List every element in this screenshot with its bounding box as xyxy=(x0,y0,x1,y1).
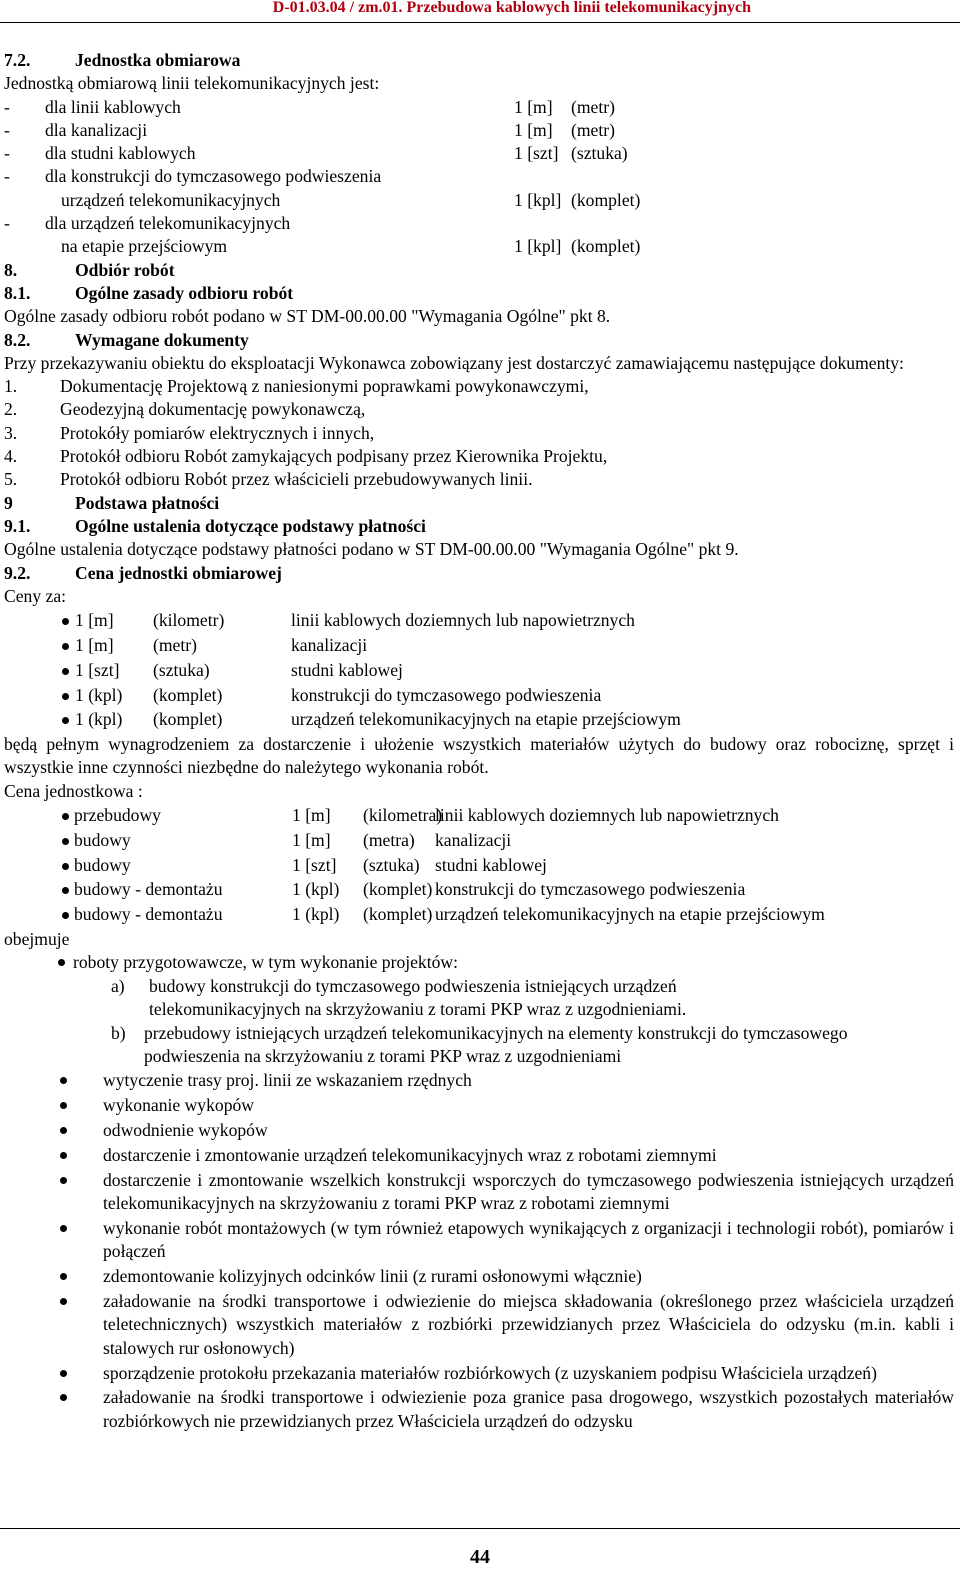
price-unit: (komplet) xyxy=(153,709,223,730)
section-9-1-text: Ogólne ustalenia dotyczące podstawy płatności podano w ST DM-00.00.00 "Wymagania Ogólne" pkt 9. xyxy=(4,539,739,560)
unit-price-description: konstrukcji do tymczasowego podwieszenia xyxy=(435,879,746,900)
unit-item-label: dla urządzeń telekomunikacyjnych xyxy=(45,213,291,234)
price-quantity: 1 [szt] xyxy=(75,659,120,680)
unit-quantity: 1 [kpl] xyxy=(514,236,562,257)
unit-price-name: budowy - demontażu xyxy=(74,904,223,925)
list-dash: - xyxy=(4,213,10,234)
unit-price-item xyxy=(4,804,954,829)
price-description: linii kablowych doziemnych lub napowietrznych xyxy=(291,610,635,631)
unit-name: (sztuka) xyxy=(571,143,628,164)
work-item-text: zdemontowanie kolizyjnych odcinków linii (z rurami osłonowymi włącznie) xyxy=(103,1266,642,1287)
document-header: D-01.03.04 / zm.01. Przebudowa kablowych linii telekomunikacyjnych xyxy=(272,0,751,16)
unit-item-label-cont: urządzeń telekomunikacyjnych xyxy=(61,189,281,210)
section-title: Wymagane dokumenty xyxy=(75,329,249,350)
unit-price-quantity: 1 (kpl) xyxy=(292,904,340,925)
unit-price-item xyxy=(4,854,954,879)
unit-price-name: budowy xyxy=(74,829,131,850)
section-number: 9.2. xyxy=(4,562,31,583)
section-8-2-text: Przy przekazywaniu obiektu do eksploatacji Wykonawca zobowiązany jest dostarczyć zamawiającemu następujące dokumenty: xyxy=(4,352,904,373)
unit-item xyxy=(4,212,954,235)
bullet-icon xyxy=(60,1394,67,1401)
section-8-1-text: Ogólne zasady odbioru robót podano w ST DM-00.00.00 "Wymagania Ogólne" pkt 8. xyxy=(4,306,611,327)
document-number: 4. xyxy=(4,446,18,467)
document-item xyxy=(4,468,954,491)
document-text: Protokół odbioru Robót zamykających podpisany przez Kierownika Projektu, xyxy=(60,446,608,467)
section-number: 8.2. xyxy=(4,329,31,350)
bullet-icon xyxy=(60,1127,67,1134)
prices-intro: Ceny za: xyxy=(4,585,67,606)
prices-list xyxy=(4,609,954,733)
work-item-text: wytyczenie trasy proj. linii ze wskazaniem rzędnych xyxy=(103,1070,472,1091)
unit-price-description: kanalizacji xyxy=(435,829,512,850)
price-quantity: 1 (kpl) xyxy=(75,709,123,730)
price-description: konstrukcji do tymczasowego podwieszenia xyxy=(291,684,602,705)
prep-works-item xyxy=(4,951,954,975)
price-unit: (komplet) xyxy=(153,684,223,705)
unit-price-quantity: 1 (kpl) xyxy=(292,879,340,900)
unit-item-label: dla studni kablowych xyxy=(45,143,196,164)
unit-price-unit: (komplet) xyxy=(363,879,433,900)
unit-item xyxy=(4,142,954,165)
unit-name: (metr) xyxy=(571,96,615,117)
unit-item xyxy=(4,119,954,142)
bullet-icon xyxy=(60,1177,67,1184)
price-unit: (sztuka) xyxy=(153,659,210,680)
bullet-icon xyxy=(62,887,69,894)
work-item-text: załadowanie na środki transportowe i odwiezienie do miejsca składowania (określonego przez właściciela urządzeń teletechnicznych) wszystkich materiałów z rozbiórki przewidzianych przez Właściciela do odzysku (m.in. kabli i stalowych rur osłonowych) xyxy=(103,1291,954,1358)
price-item xyxy=(4,708,954,733)
work-item xyxy=(4,1169,954,1216)
work-item xyxy=(4,1362,954,1385)
section-number: 9 xyxy=(4,492,13,513)
unit-price-quantity: 1 [m] xyxy=(292,829,331,850)
work-item xyxy=(4,1144,954,1167)
section-8-2-heading xyxy=(4,329,954,352)
unit-price-quantity: 1 [m] xyxy=(292,805,331,825)
bullet-icon xyxy=(60,1077,67,1084)
bullet-icon xyxy=(60,1298,67,1305)
price-item xyxy=(4,609,954,634)
prep-a-text: budowy konstrukcji do tymczasowego podwieszenia istniejących urządzeń xyxy=(149,976,677,997)
bullet-icon xyxy=(58,959,65,966)
price-description: urządzeń telekomunikacyjnych na etapie przejściowym xyxy=(291,709,681,730)
list-dash: - xyxy=(4,143,10,164)
work-item-text: wykonanie wykopów xyxy=(103,1095,254,1116)
unit-price-item xyxy=(4,878,954,903)
documents-list xyxy=(4,375,954,491)
document-text: Dokumentację Projektową z naniesionymi poprawkami powykonawczymi, xyxy=(60,376,589,397)
unit-item-label: dla kanalizacji xyxy=(45,119,148,140)
unit-price-unit: (metra) xyxy=(363,829,415,850)
section-9-1-heading xyxy=(4,515,954,538)
page-number: 44 xyxy=(470,1546,490,1568)
bullet-icon xyxy=(62,912,69,919)
unit-name: (metr) xyxy=(571,119,615,140)
prep-a-text-cont: telekomunikacyjnych na skrzyżowaniu z torami PKP wraz z uzgodnieniami. xyxy=(149,999,687,1020)
price-item xyxy=(4,684,954,709)
bullet-icon xyxy=(62,643,69,650)
bullet-icon xyxy=(60,1273,67,1280)
bullet-icon xyxy=(60,1370,67,1377)
document-text: Geodezyjną dokumentację powykonawczą, xyxy=(60,399,366,420)
unit-price-description: studni kablowej xyxy=(435,854,547,875)
unit-quantity: 1 [m] xyxy=(514,119,553,140)
prep-b-line-2 xyxy=(4,1045,954,1068)
unit-price-description: urządzeń telekomunikacyjnych na etapie przejściowym xyxy=(435,904,825,925)
prep-a-line xyxy=(4,975,954,998)
document-item xyxy=(4,375,954,398)
unit-name: (komplet) xyxy=(571,189,641,210)
section-title: Jednostka obmiarowa xyxy=(75,50,241,70)
price-quantity: 1 [m] xyxy=(75,610,114,631)
work-item-text: odwodnienie wykopów xyxy=(103,1120,268,1141)
work-item xyxy=(4,1217,954,1264)
section-title: Ogólne zasady odbioru robót xyxy=(75,282,294,303)
price-description: kanalizacji xyxy=(291,634,368,655)
list-dash: - xyxy=(4,119,10,140)
price-item xyxy=(4,634,954,659)
price-description: studni kablowej xyxy=(291,659,403,680)
work-item xyxy=(4,1119,954,1142)
unit-name: (komplet) xyxy=(571,236,641,257)
section-9-heading xyxy=(4,492,954,515)
price-unit: (kilometr) xyxy=(153,610,225,631)
work-item-text: dostarczenie i zmontowanie wszelkich konstrukcji wsporczych do tymczasowego podwieszenia istniejących urządzeń telekomunikacyjnych na skrzyżowaniu z torami PKP wraz z robotami ziemnymi xyxy=(103,1169,954,1214)
section-number: 9.1. xyxy=(4,515,31,536)
unit-price-name: budowy - demontażu xyxy=(74,879,223,900)
unit-item xyxy=(4,165,954,188)
document-number: 2. xyxy=(4,399,18,420)
unit-item-label: dla konstrukcji do tymczasowego podwieszenia xyxy=(45,166,382,187)
unit-item-label-cont: na etapie przejściowym xyxy=(61,236,228,257)
document-number: 1. xyxy=(4,376,18,397)
work-item xyxy=(4,1069,954,1092)
bullet-icon xyxy=(62,838,69,845)
unit-price-quantity: 1 [szt] xyxy=(292,854,337,875)
bullet-icon xyxy=(62,668,69,675)
unit-item xyxy=(4,96,954,119)
unit-quantity: 1 [kpl] xyxy=(514,189,562,210)
unit-price-unit: (komplet) xyxy=(363,904,433,925)
unit-price-unit: (kilometra) xyxy=(363,805,443,825)
unit-quantity: 1 [m] xyxy=(514,96,553,117)
page-content xyxy=(4,49,954,1435)
unit-price-item xyxy=(4,903,954,928)
price-quantity: 1 (kpl) xyxy=(75,684,123,705)
section-title: Odbiór robót xyxy=(75,259,175,280)
document-item xyxy=(4,422,954,445)
prep-b-text: przebudowy istniejących urządzeń telekomunikacyjnych na elementy konstrukcji do tymczasowego xyxy=(144,1022,848,1043)
section-number: 7.2. xyxy=(4,50,31,70)
section-8-heading xyxy=(4,259,954,282)
work-item xyxy=(4,1290,954,1360)
footer-rule xyxy=(0,1528,960,1529)
prep-a-label: a) xyxy=(111,976,125,997)
price-quantity: 1 [m] xyxy=(75,634,114,655)
document-item xyxy=(4,398,954,421)
section-number: 8.1. xyxy=(4,282,31,303)
works-list xyxy=(4,1069,954,1433)
bullet-icon xyxy=(62,863,69,870)
document-number: 5. xyxy=(4,469,18,490)
price-item xyxy=(4,659,954,684)
list-dash: - xyxy=(4,96,10,117)
document-number: 3. xyxy=(4,422,18,443)
list-dash: - xyxy=(4,166,10,187)
section-8-1-heading xyxy=(4,282,954,305)
unit-item-cont xyxy=(4,235,954,258)
prep-b-label: b) xyxy=(111,1022,126,1043)
prep-works-text: roboty przygotowawcze, w tym wykonanie projektów: xyxy=(73,952,459,973)
price-unit: (metr) xyxy=(153,634,197,655)
unit-price-intro: Cena jednostkowa : xyxy=(4,780,143,801)
section-7-2-intro: Jednostką obmiarową linii telekomunikacyjnych jest: xyxy=(4,73,380,94)
unit-price-description: linii kablowych doziemnych lub napowietrznych xyxy=(435,805,779,825)
document-text: Protokóły pomiarów elektrycznych i innych, xyxy=(60,422,375,443)
section-title: Podstawa płatności xyxy=(75,492,220,513)
prep-b-text-cont: podwieszenia na skrzyżowaniu z torami PKP wraz z uzgodnieniami xyxy=(144,1045,622,1066)
units-list xyxy=(4,96,954,259)
work-item-text: dostarczenie i zmontowanie urządzeń telekomunikacyjnych wraz z robotami ziemnymi xyxy=(103,1144,717,1165)
header-rule xyxy=(0,22,960,23)
includes-label: obejmuje xyxy=(4,928,70,949)
unit-price-name: budowy xyxy=(74,854,131,875)
section-number: 8. xyxy=(4,259,18,280)
bullet-icon xyxy=(62,693,69,700)
unit-quantity: 1 [szt] xyxy=(514,143,559,164)
unit-price-unit: (sztuka) xyxy=(363,854,420,875)
bullet-icon xyxy=(60,1102,67,1109)
work-item xyxy=(4,1094,954,1117)
work-item-text: sporządzenie protokołu przekazania materiałów rozbiórkowych (z uzyskaniem podpisu Właściciela urządzeń) xyxy=(103,1362,877,1383)
unit-item-label: dla linii kablowych xyxy=(45,96,181,117)
unit-price-item xyxy=(4,829,954,854)
document-text: Protokół odbioru Robót przez właścicieli przebudowywanych linii. xyxy=(60,469,533,490)
unit-price-name: przebudowy xyxy=(74,805,161,825)
bullet-icon xyxy=(60,1152,67,1159)
section-9-2-heading xyxy=(4,562,954,585)
work-item xyxy=(4,1265,954,1288)
bullet-icon xyxy=(60,1225,67,1232)
work-item-text: załadowanie na środki transportowe i odwiezienie poza granice pasa drogowego, wszystkich pozostałych materiałów rozbiórkowych nie przewidzianych przez Właściciela urządzeń do odzysku xyxy=(103,1387,954,1431)
section-title: Ogólne ustalenia dotyczące podstawy płatności xyxy=(75,515,426,536)
prep-b-line xyxy=(4,1022,954,1045)
work-item xyxy=(4,1386,954,1433)
document-item xyxy=(4,445,954,468)
section-title: Cena jednostki obmiarowej xyxy=(75,562,282,583)
work-item-text: wykonanie robót montażowych (w tym również etapowych wynikających z organizacji i technologii robót), pomiarów i połączeń xyxy=(103,1218,954,1262)
unit-prices-list xyxy=(4,804,954,928)
prep-a-line-2 xyxy=(4,998,954,1021)
full-price-text: będą pełnym wynagrodzeniem za dostarczenie i ułożenie wszystkich materiałów użytych do budowy oraz robociznę, sprzęt i wszystkie inne czynności niezbędne do należytego wykonania robót. xyxy=(4,734,954,778)
unit-item-cont xyxy=(4,189,954,212)
section-7-2-heading xyxy=(4,49,954,72)
bullet-icon xyxy=(62,813,69,820)
bullet-icon xyxy=(62,618,69,625)
bullet-icon xyxy=(62,717,69,724)
